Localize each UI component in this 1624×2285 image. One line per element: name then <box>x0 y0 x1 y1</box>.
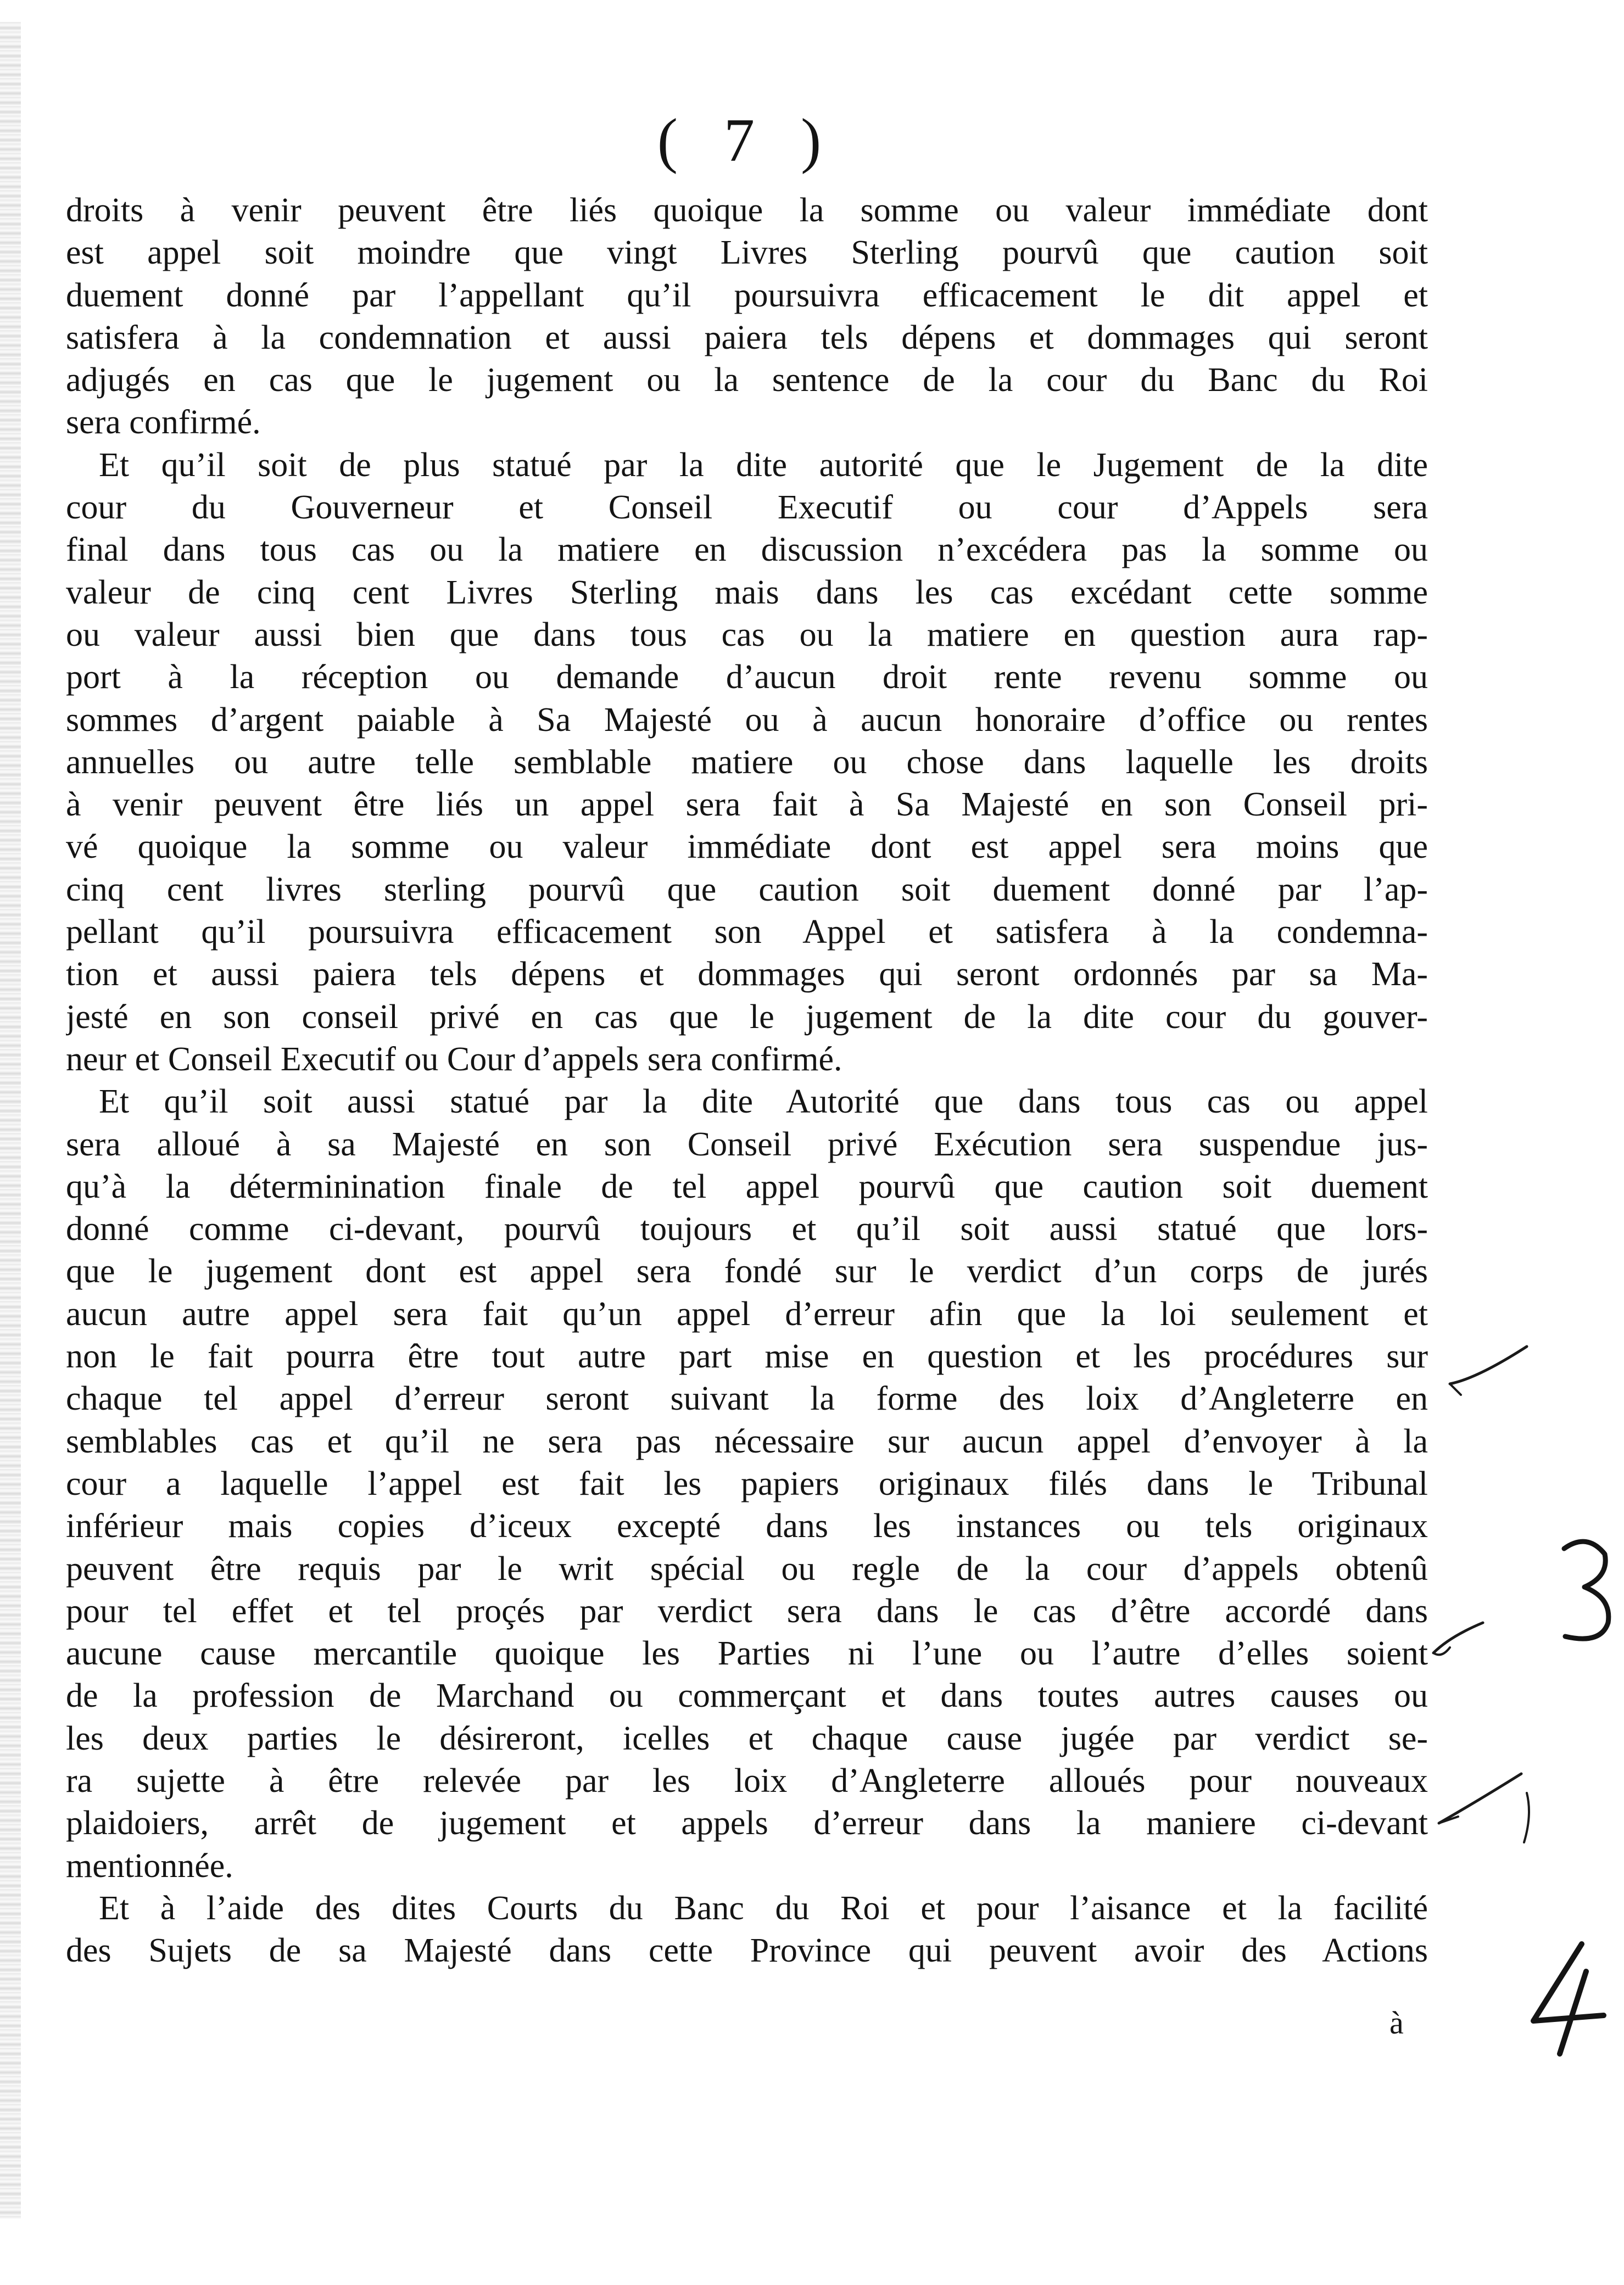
text-line: pellant qu’il poursuivra efficacement son Appel et satisfera à la condemna- <box>66 913 1428 951</box>
text-line: valeur de cinq cent Livres Sterling mais dans les cas excédant cette somme <box>66 573 1428 611</box>
text-line: cinq cent livres sterling pourvû que caution soit duement donné par l’ap- <box>66 870 1428 908</box>
text-line: cour a laquelle l’appel est fait les papiers originaux filés dans le Tribunal <box>66 1465 1428 1502</box>
text-line: à venir peuvent être liés un appel sera fait à Sa Majesté en son Conseil pri- <box>66 786 1428 824</box>
text-line: adjugés en cas que le jugement ou la sentence de la cour du Banc du Roi <box>66 361 1428 399</box>
text-line: annuelles ou autre telle semblable matiere ou chose dans laquelle les droits <box>66 743 1428 781</box>
text-line: neur et Conseil Executif ou Cour d’appels sera confirmé. <box>66 1040 842 1078</box>
text-line: vé quoique la somme ou valeur immédiate dont est appel sera moins que <box>66 828 1428 866</box>
text-line: Et à l’aide des dites Courts du Banc du Roi et pour l’aisance et la facilité <box>99 1889 1428 1927</box>
margin-tick-mark-1 <box>1444 1340 1532 1400</box>
text-line: des Sujets de sa Majesté dans cette Province qui peuvent avoir des Actions <box>66 1932 1428 1970</box>
text-line: satisfera à la condemnation et aussi paiera tels dépens et dommages qui seront <box>66 319 1428 356</box>
text-line: cour du Gouverneur et Conseil Executif ou cour d’Appels sera <box>66 489 1428 527</box>
text-line: qu’à la déterminination finale de tel appel pourvû que caution soit duement <box>66 1167 1428 1205</box>
text-line: port à la réception ou demande d’aucun droit rente revenu somme ou <box>66 658 1428 696</box>
margin-tick-mark-2 <box>1428 1614 1488 1669</box>
catchword: à <box>1389 2005 1404 2041</box>
text-line: est appel soit moindre que vingt Livres Sterling pourvû que caution soit <box>66 234 1428 272</box>
handwritten-number-4 <box>1527 1938 1609 2059</box>
text-line: aucun autre appel sera fait qu’un appel d’erreur afin que la loi seulement et <box>66 1295 1428 1333</box>
text-line: sera confirmé. <box>66 404 261 442</box>
body-text <box>66 189 1428 1972</box>
text-line: aucune cause mercantile quoique les Parties ni l’une ou l’autre d’elles soient <box>66 1635 1428 1673</box>
text-line: final dans tous cas ou la matiere en discussion n’excédera pas la somme ou <box>66 531 1428 569</box>
text-line: non le fait pourra être tout autre part mise en question et les procédures sur <box>66 1338 1428 1376</box>
text-line: mentionnée. <box>66 1847 233 1885</box>
text-line: sera alloué à sa Majesté en son Conseil privé Exécution sera suspendue jus- <box>66 1125 1428 1163</box>
text-line: tion et aussi paiera tels dépens et dommages qui seront ordonnés par sa Ma- <box>66 956 1428 993</box>
text-line: donné comme ci-devant, pourvû toujours et qu’il soit aussi statué que lors- <box>66 1210 1428 1248</box>
text-line: peuvent être requis par le writ spécial ou regle de la cour d’appels obtenû <box>66 1550 1428 1588</box>
text-line: Et qu’il soit de plus statué par la dite autorité que le Jugement de la dite <box>99 446 1428 484</box>
handwritten-number-3 <box>1554 1532 1615 1647</box>
text-line: droits à venir peuvent être liés quoique la somme ou valeur immédiate dont <box>66 192 1428 229</box>
text-line: de la profession de Marchand ou commerçant et dans toutes autres causes ou <box>66 1677 1428 1715</box>
text-line: que le jugement dont est appel sera fondé sur le verdict d’un corps de jurés <box>66 1253 1428 1290</box>
text-line: duement donné par l’appellant qu’il poursuivra efficacement le dit appel et <box>66 276 1428 314</box>
text-line: chaque tel appel d’erreur seront suivant la forme des loix d’Angleterre en <box>66 1380 1428 1418</box>
text-line: plaidoiers, arrêt de jugement et appels d’erreur dans la maniere ci-devant <box>66 1804 1428 1842</box>
text-line: jesté en son conseil privé en cas que le jugement de la dite cour du gouver- <box>66 998 1428 1036</box>
text-line: sommes d’argent paiable à Sa Majesté ou à aucun honoraire d’office ou rentes <box>66 701 1428 739</box>
text-line: semblables cas et qu’il ne sera pas nécessaire sur aucun appel d’envoyer à la <box>66 1422 1428 1460</box>
page-edge-shadow <box>0 22 21 2219</box>
text-line: inférieur mais copies d’iceux excepté dans les instances ou tels originaux <box>66 1507 1428 1545</box>
margin-tick-mark-3 <box>1433 1768 1527 1840</box>
margin-tick-mark-4 <box>1516 1787 1538 1848</box>
text-line: pour tel effet et tel proçés par verdict sera dans le cas d’être accordé dans <box>66 1592 1428 1630</box>
page-number: ( 7 ) <box>657 107 837 175</box>
text-line: Et qu’il soit aussi statué par la dite Autorité que dans tous cas ou appel <box>99 1083 1428 1121</box>
text-line: les deux parties le désireront, icelles et chaque cause jugée par verdict se- <box>66 1719 1428 1757</box>
text-line: ou valeur aussi bien que dans tous cas ou la matiere en question aura rap- <box>66 616 1428 653</box>
text-line: ra sujette à être relevée par les loix d’Angleterre alloués pour nouveaux <box>66 1762 1428 1800</box>
